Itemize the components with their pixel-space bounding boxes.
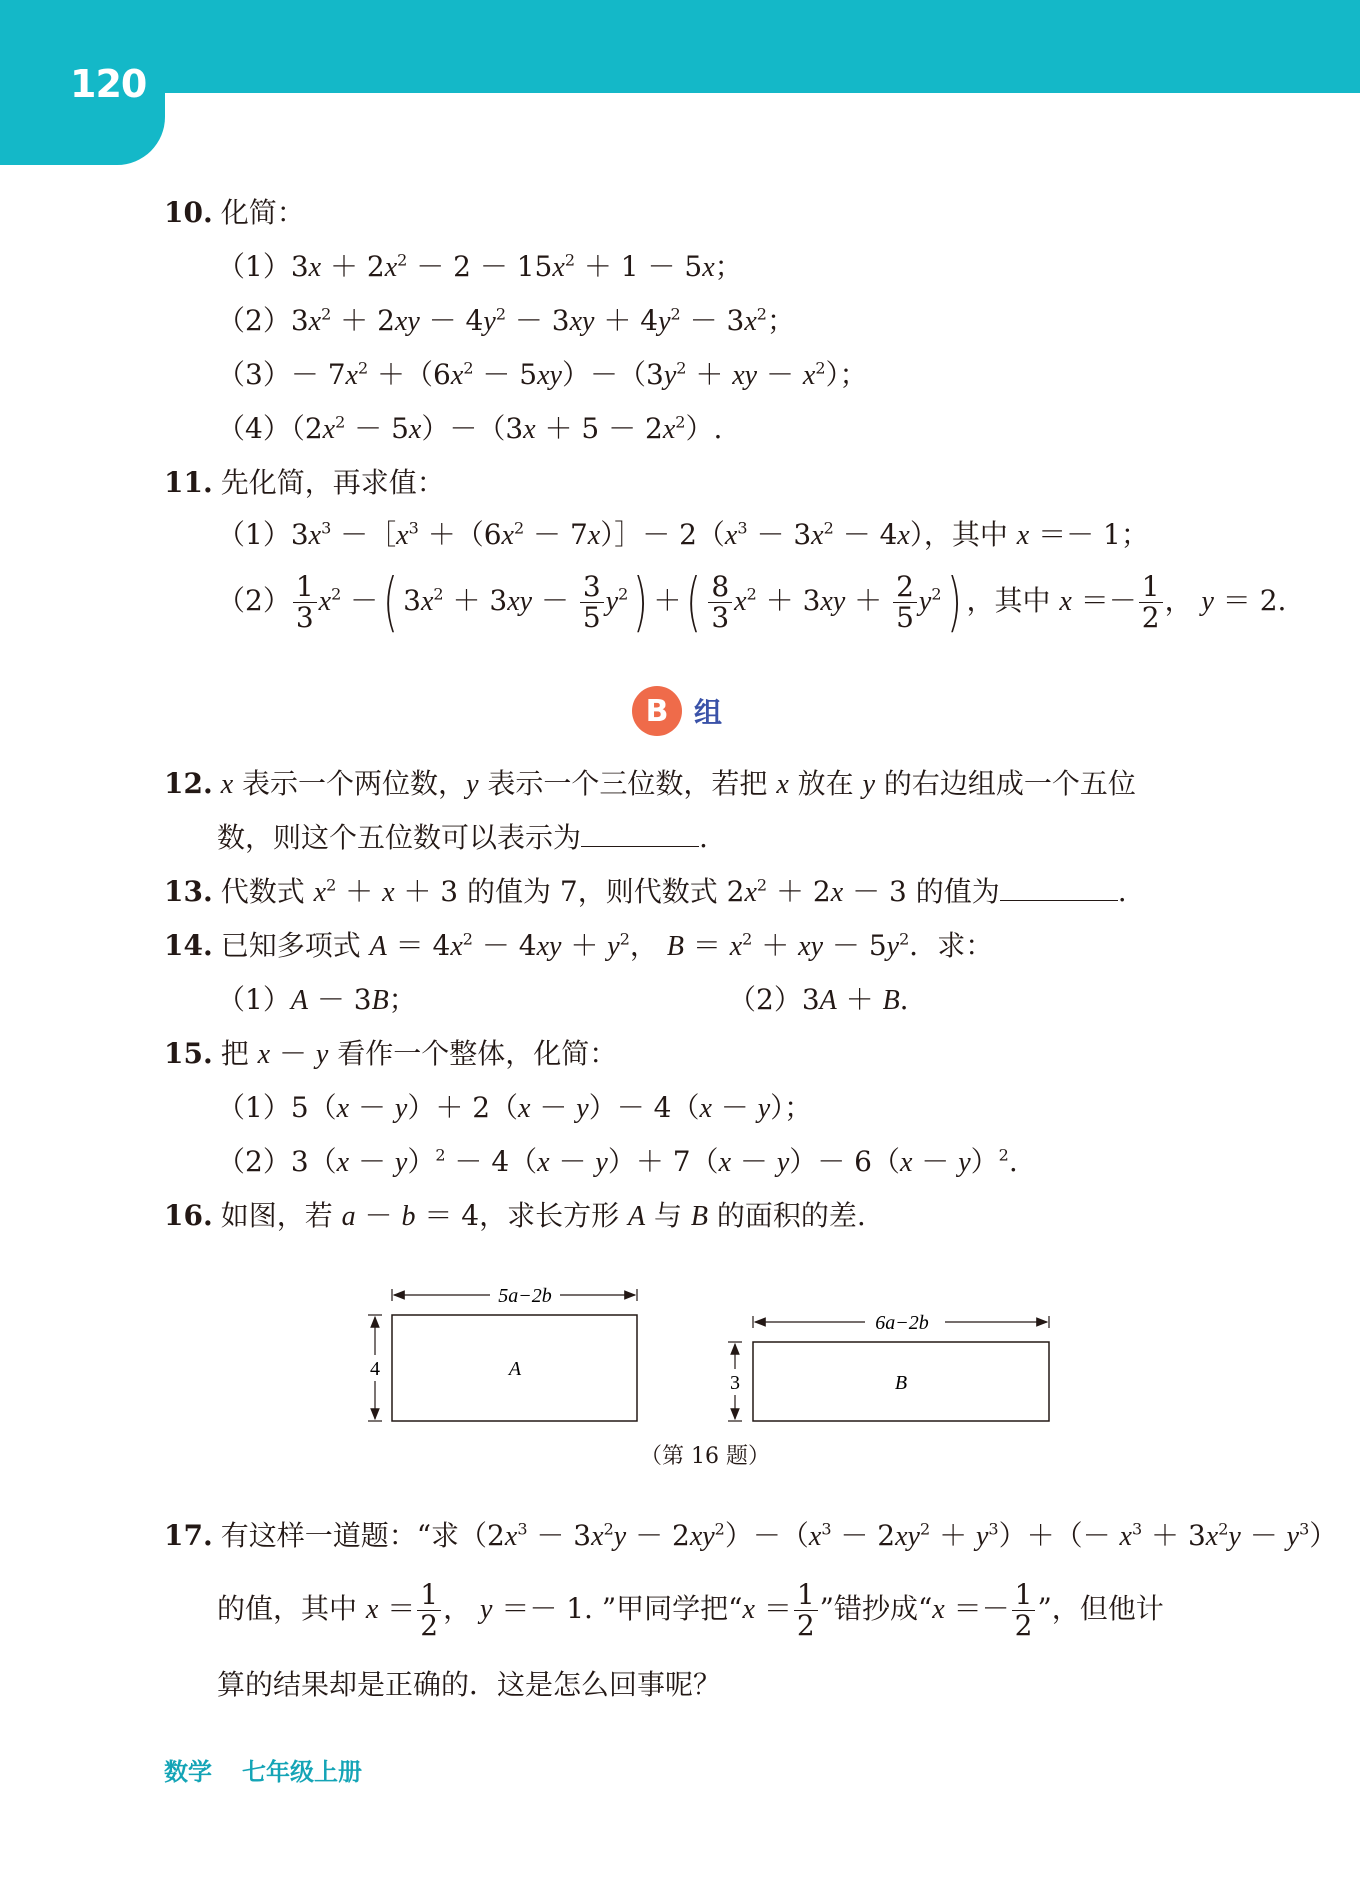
rect-b-name: B (894, 1372, 908, 1394)
question-17: 17. 有这样一道题：“求$(2x^3 - 3x^2y - 2xy^2)-(x^3 - 2xy^2 + y^3)+(- x^3 + 3x^2y - y^3)$ (164, 1519, 1338, 1552)
q10-part-3: $(3)- 7x^2 +(6x^2 - 5xy)-(3y^2$ ＋ xy － $x^2$）； (217, 358, 868, 391)
q10-part-4: $(4)(2x^2 - 5x)-(3x + 5 - 2x^2)$. (217, 412, 723, 445)
q14-part-2: （2）3A ＋ B. (728, 983, 909, 1016)
answer-blank[interactable] (581, 822, 699, 847)
q11-part-1: $(1)3x^3$ $-[x^3 +(6x^2$ － 7x）］－ $2(x^3 - 3x^2 - 4x)$，其中 x ＝－ 1； (217, 518, 1149, 551)
question-14: 14. 已知多项式 $A = 4x^2 - 4xy + y^2$， $B = x^2$ ＋ xy － $5y^2$．求： (164, 929, 994, 962)
q15-part-1: （1）5（x － y）＋ 2（x － y）－ 4（x － y）； (217, 1091, 813, 1124)
q15-part-2: $(2)3(x - y)^2 - 4(x - y)+ 7(x - y)- 6(x - y)^2$. (217, 1145, 1018, 1178)
rect-a-width-label: 5a−2b (498, 1285, 552, 1307)
answer-blank[interactable] (1000, 876, 1118, 901)
section-b-heading (632, 686, 722, 736)
q10-part-1: $(1)3x + 2x^2 - 2 - 15x^2 + 1 - 5x$； (217, 250, 743, 283)
question-12: 12. x 表示一个两位数，y 表示一个三位数，若把 x 放在 y 的右边组成一个五位 (164, 767, 1136, 800)
figure-caption: （第 16 题） (640, 1444, 770, 1469)
rectangle-b (728, 1312, 1049, 1421)
section-b-label: 组 (694, 696, 723, 729)
rect-a-height-label: 4 (370, 1358, 380, 1380)
q10-part-2: $(2)3x^2 + 2xy - 4y^2 - 3xy + 4y^2 - 3x^2$； (217, 304, 795, 337)
q17-line-2: 的值，其中 x ＝ $\frac{1}{2}$ ， y ＝－ 1. ”甲同学把“x ＝ $\frac{1}{2}$ ”错抄成“x ＝－ $\frac{1}{2}$ ”，但他计 (217, 1578, 1164, 1642)
q17-line-3: 算的结果却是正确的．这是怎么回事呢？ (217, 1668, 722, 1701)
footer (164, 1752, 362, 1787)
rect-b-height-label: 3 (730, 1372, 740, 1394)
question-15: 15. 把 x － y 看作一个整体，化简： (164, 1037, 618, 1070)
footer-grade: 七年级上册 (242, 1758, 362, 1786)
q12-line-2: 数，则这个五位数可以表示为 . (217, 821, 708, 854)
rectangle-a (368, 1285, 637, 1421)
question-11: 11. 先化简，再求值： (164, 466, 445, 499)
q11-part-2: （2） $\frac{1}{3}$ $x^2$ －( $3x^2 + 3xy$ － $\frac{3}{5}$ $y^2$) ＋( $\frac{8}{3}$ $x^2 + 3xy$ ＋ $\frac{2}{5}$ $y^2$) ，其中 x ＝－ $\frac{1}{2}$ ， y ＝ 2. (217, 565, 1287, 640)
figure-rectangles (360, 1275, 1060, 1435)
rect-a-name: A (508, 1358, 522, 1380)
question-10: 10. 化简： (164, 196, 305, 229)
footer-subject: 数学 (164, 1758, 212, 1786)
page-number: 120 (70, 62, 147, 106)
question-13: 13. 代数式 $x^2 + x + 3$ 的值为 7，则代数式 $2x^2 + 2x - 3$ 的值为 . (164, 875, 1127, 908)
q14-part-1: （1）A － 3B； (217, 983, 417, 1016)
question-16: 16. 如图，若 a － b ＝ 4，求长方形 A 与 B 的面积的差. (164, 1199, 866, 1232)
rect-b-width-label: 6a−2b (875, 1312, 929, 1334)
section-b-badge: B (632, 686, 682, 736)
header-bar (0, 0, 1360, 93)
